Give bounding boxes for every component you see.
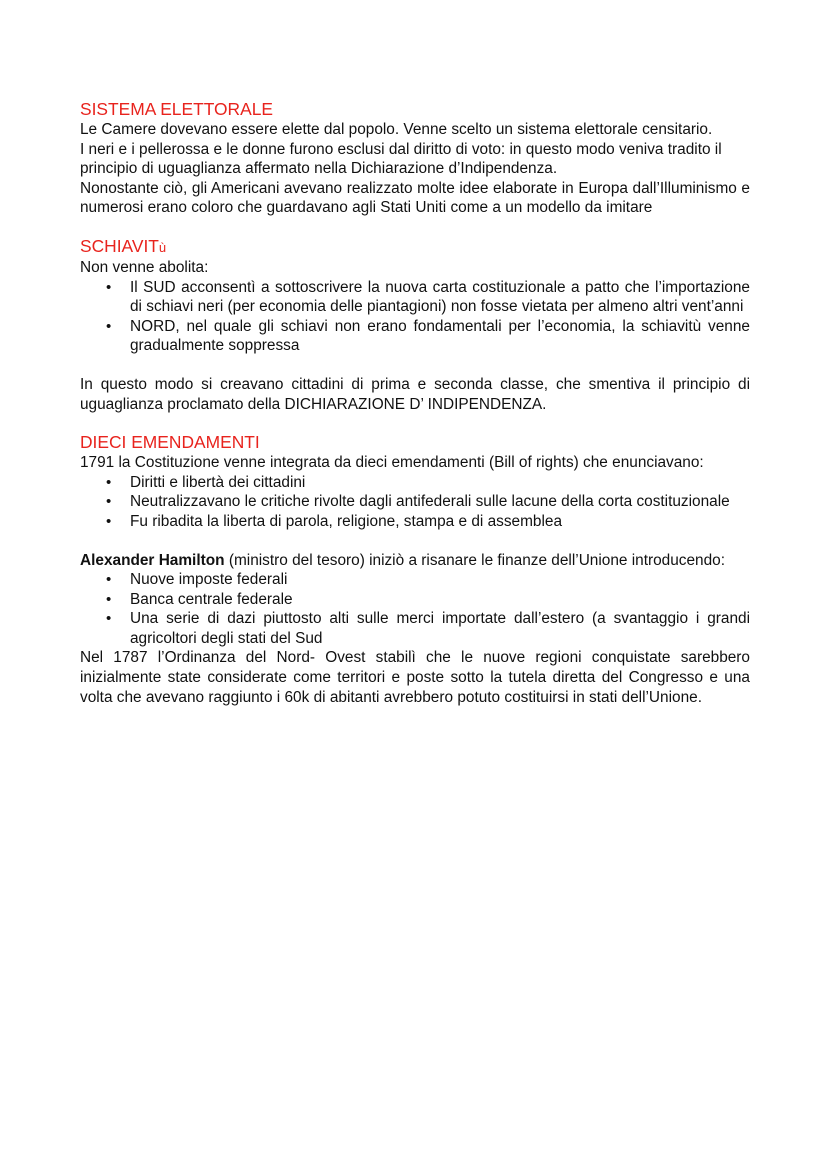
paragraph-cittadini-classe: In questo modo si creavano cittadini di prima e seconda classe, che smentiva il principio di uguaglianza proclamato della DICHIARAZIONE D’ INDIPENDENZA. [80,375,750,413]
list-item [80,570,750,590]
hamilton-name: Alexander Hamilton [80,551,225,569]
section-title-schiavitu-main: SCHIAVIT [80,235,159,256]
paragraph-hamilton [80,551,750,571]
list-item [80,317,750,356]
list-item [80,473,750,493]
list-item [80,278,750,317]
paragraph-bill-of-rights: 1791 la Costituzione venne integrata da dieci emendamenti (Bill of rights) che enunciavano: [80,454,704,472]
list-emendamenti [80,473,750,532]
bullet-icon: • [106,590,112,608]
list-item-text: NORD, nel quale gli schiavi non erano fondamentali per l’economia, la schiavitù venne gradualmente soppressa [130,317,750,355]
list-item [80,590,750,610]
hamilton-intro: (ministro del tesoro) iniziò a risanare le finanze dell’Unione introducendo: [224,551,726,569]
document-page [80,99,750,707]
list-item-text: Nuove imposte federali [130,571,288,589]
bullet-icon: • [106,493,112,511]
bullet-icon: • [106,278,112,296]
list-item [80,609,750,648]
list-item-text: Neutralizzavano le critiche rivolte dagli antifederali sulle lacune della corta costituzionale [130,493,730,511]
list-item [80,512,750,532]
list-item-text: Una serie di dazi piuttosto alti sulle merci importate dall’estero (a svantaggio i grandi agricoltori degli stati del Sud [130,610,750,647]
bullet-icon: • [106,512,112,530]
bullet-icon: • [106,571,112,589]
paragraph-nonostante: Nonostante ciò, gli Americani avevano realizzato molte idee elaborate in Europa dall’Illuminismo e numerosi erano coloro che guardavano agli Stati Uniti come a un modello da imitare [80,179,750,217]
section-title-dieci-emendamenti: DIECI EMENDAMENTI [80,432,260,453]
bullet-icon: • [106,317,112,335]
list-item-text: Il SUD acconsentì a sottoscrivere la nuova carta costituzionale a patto che l’importazione di schiavi neri (per economia delle piantagioni) non fosse vietata per almeno altri vent’anni [130,278,750,316]
list-item-text: Diritti e libertà dei cittadini [130,473,306,491]
list-hamilton [80,570,750,648]
list-item-text: Banca centrale federale [130,590,293,608]
section-title-sistema-elettorale: SISTEMA ELETTORALE [80,99,273,119]
paragraph-non-abolita: Non venne abolita: [80,258,209,276]
list-item [80,492,750,512]
section-title-schiavitu-suffix: ù [158,239,167,255]
bullet-icon: • [106,473,112,491]
paragraph-camere: Le Camere dovevano essere elette dal popolo. Venne scelto un sistema elettorale censitario. [80,121,713,138]
paragraph-ordinanza-nord-ovest: Nel 1787 l’Ordinanza del Nord- Ovest stabilì che le nuove regioni conquistate sarebbero inizialmente state considerate come territori e poste sotto la tutela diretta del Congresso e una volta che avevano raggiunto i 60k di abitanti avrebbero potuto costituirsi in stati dell’Unione. [80,649,750,706]
bullet-icon: • [106,610,112,628]
section-title-schiavitu [80,236,750,258]
paragraph-esclusi: I neri e i pellerossa e le donne furono esclusi dal diritto di voto: in questo modo veniva tradito il principio di uguaglianza affermato nella Dichiarazione d’Indipendenza. [80,140,722,178]
list-schiavitu [80,278,750,356]
list-item-text: Fu ribadita la liberta di parola, religione, stampa e di assemblea [130,512,563,530]
